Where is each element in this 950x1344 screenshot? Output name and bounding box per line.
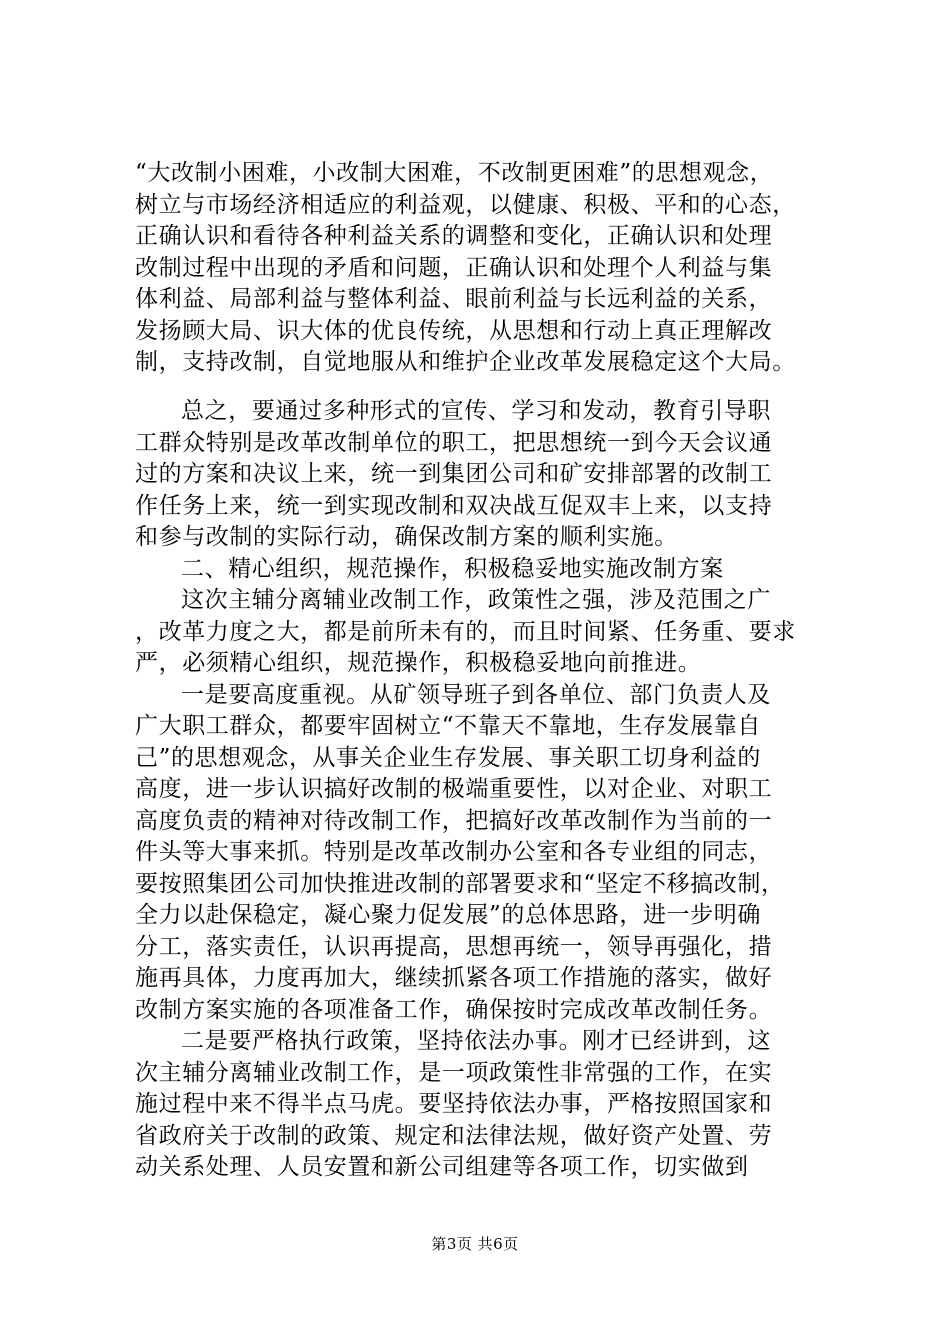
text-line: 要按照集团公司加快推进改制的部署要求和“坚定不移搞改制， (135, 870, 785, 897)
text-line: 作任务上来，统一到实现改制和双决战互促双丰上来，以支持 (135, 492, 773, 519)
text-line: 发扬顾大局、识大体的优良传统，从思想和行动上真正理解改 (135, 317, 773, 344)
text-line: 改制方案实施的各项准备工作，确保按时完成改革改制任务。 (135, 996, 773, 1023)
paragraph-first-line: 二、精心组织，规范操作，积极稳妥地实施改制方案 (181, 555, 724, 582)
text-line: ，改革力度之大，都是前所未有的，而且时间紧、任务重、要求 (135, 618, 796, 645)
text-line: 过的方案和决议上来，统一到集团公司和矿安排部署的改制工 (135, 461, 773, 487)
paragraph-block-main (135, 396, 835, 1184)
page-footer: 第3页 共6页 (431, 1235, 519, 1253)
text-line: 制，支持改制，自觉地服从和维护企业改革发展稳定这个大局。 (135, 349, 796, 375)
text-line: 体利益、局部利益与整体利益、眼前利益与长远利益的关系， (135, 286, 773, 312)
text-line: 件头等大事来抓。特别是改革改制办公室和各专业组的同志， (135, 839, 773, 865)
paragraph-block-continuation (135, 158, 835, 379)
text-line: 次主辅分离辅业改制工作，是一项政策性非常强的工作，在实 (135, 1059, 773, 1086)
text-line: “大改制小困难，小改制大困难，不改制更困难”的思想观念， (135, 160, 774, 186)
paragraph-first-line: 一是要高度重视。从矿领导班子到各单位、部门负责人及 (181, 681, 771, 708)
text-line: 树立与市场经济相适应的利益观，以健康、积极、平和的心态， (135, 191, 796, 218)
text-line: 和参与改制的实际行动，确保改制方案的顺利实施。 (135, 524, 678, 550)
paragraph-first-line: 二是要严格执行政策，坚持依法办事。刚才已经讲到，这 (181, 1028, 771, 1054)
text-line: 省政府关于改制的政策、规定和法律法规，做好资产处置、劳 (135, 1122, 773, 1149)
text-line: 施再具体，力度再加大，继续抓紧各项工作措施的落实，做好 (135, 965, 773, 991)
text-line: 施过程中来不得半点马虎。要坚持依法办事，严格按照国家和 (135, 1091, 773, 1117)
text-line: 改制过程中出现的矛盾和问题，正确认识和处理个人利益与集 (135, 254, 773, 281)
text-line: 己”的思想观念，从事关企业生存发展、事关职工切身利益的 (135, 744, 761, 771)
text-line: 工群众特别是改革改制单位的职工，把思想统一到今天会议通 (135, 429, 773, 456)
text-line: 分工，落实责任，认识再提高，思想再统一，领导再强化，措 (135, 933, 773, 960)
text-line: 广大职工群众，都要牢固树立“不靠天不靠地，生存发展靠自 (135, 713, 761, 739)
paragraph-first-line: 这次主辅分离辅业改制工作，政策性之强，涉及范围之广 (181, 587, 771, 613)
text-line: 严，必须精心组织，规范操作，积极稳妥地向前推进。 (135, 650, 702, 676)
text-line: 动关系处理、人员安置和新公司组建等各项工作，切实做到 (135, 1154, 749, 1180)
text-line: 正确认识和看待各种利益关系的调整和变化，正确认识和处理 (135, 223, 773, 249)
text-line: 高度负责的精神对待改制工作，把搞好改革改制作为当前的一 (135, 807, 773, 834)
paragraph-first-line: 总之，要通过多种形式的宣传、学习和发动，教育引导职 (181, 398, 771, 424)
text-line: 全力以赴保稳定，凝心聚力促发展”的总体思路，进一步明确 (135, 902, 761, 928)
text-line: 高度，进一步认识搞好改制的极端重要性，以对企业、对职工 (135, 776, 773, 802)
